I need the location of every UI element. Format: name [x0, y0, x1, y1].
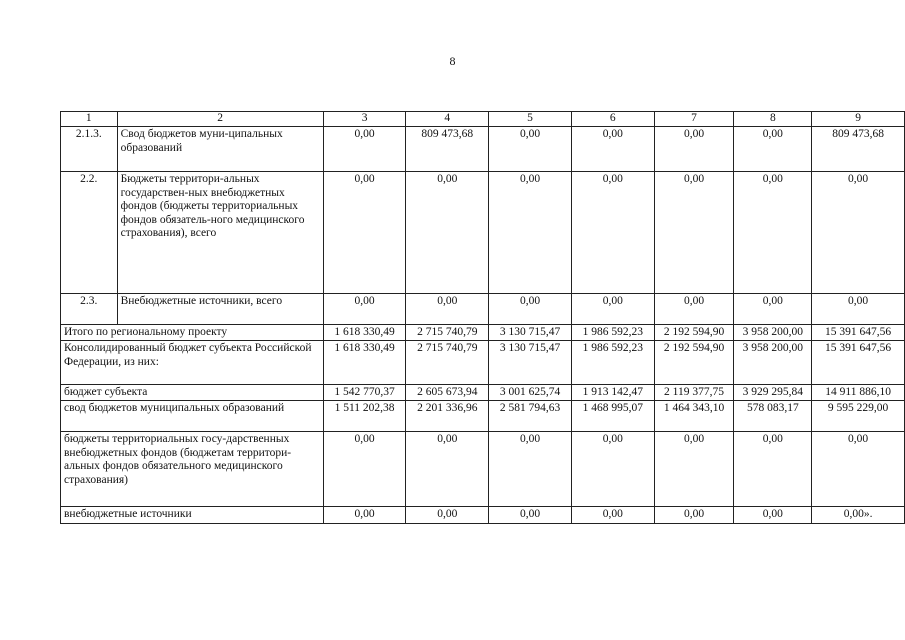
header-cell: 5: [489, 112, 572, 127]
value-cell: 0,00: [734, 127, 812, 172]
value-cell: 1 986 592,23: [571, 341, 654, 385]
table-row: [61, 172, 905, 294]
table-row: [61, 385, 905, 401]
row-label: свод бюджетов муниципальных образований: [61, 401, 324, 432]
value-cell: 0,00: [406, 432, 489, 507]
header-cell: 3: [323, 112, 406, 127]
row-label: Внебюджетные источники, всего: [117, 294, 323, 325]
table-row: [61, 432, 905, 507]
value-cell: 0,00: [734, 507, 812, 524]
value-cell: 1 986 592,23: [571, 325, 654, 341]
value-cell: 0,00: [812, 294, 905, 325]
value-cell: 0,00: [323, 172, 406, 294]
table-header-row: [61, 112, 905, 127]
value-cell: 3 130 715,47: [489, 325, 572, 341]
table-row: [61, 127, 905, 172]
value-cell: 0,00: [734, 432, 812, 507]
value-cell: 1 511 202,38: [323, 401, 406, 432]
value-cell: 3 929 295,84: [734, 385, 812, 401]
value-cell: 0,00: [734, 294, 812, 325]
value-cell: 1 618 330,49: [323, 325, 406, 341]
value-cell: 0,00: [654, 507, 734, 524]
value-cell: 0,00: [323, 127, 406, 172]
value-cell: 2 192 594,90: [654, 341, 734, 385]
budget-table: [60, 111, 905, 524]
row-label: внебюджетные источники: [61, 507, 324, 524]
value-cell: 1 468 995,07: [571, 401, 654, 432]
value-cell: 3 958 200,00: [734, 325, 812, 341]
value-cell: 0,00: [812, 172, 905, 294]
row-code: 2.1.3.: [61, 127, 118, 172]
row-code: 2.2.: [61, 172, 118, 294]
value-cell: 2 715 740,79: [406, 325, 489, 341]
row-label: Свод бюджетов муни-ципальных образований: [117, 127, 323, 172]
value-cell: 3 001 625,74: [489, 385, 572, 401]
value-cell: 0,00: [323, 507, 406, 524]
value-cell: 2 119 377,75: [654, 385, 734, 401]
value-cell: 0,00: [406, 294, 489, 325]
row-label: Итого по региональному проекту: [61, 325, 324, 341]
value-cell: 0,00: [489, 172, 572, 294]
header-cell: 6: [571, 112, 654, 127]
value-cell: 0,00: [489, 507, 572, 524]
header-cell: 7: [654, 112, 734, 127]
table-row: [61, 341, 905, 385]
row-code: 2.3.: [61, 294, 118, 325]
value-cell: 3 958 200,00: [734, 341, 812, 385]
value-cell: 2 715 740,79: [406, 341, 489, 385]
row-label: бюджеты территориальных госу-дарственных внебюджетных фондов (бюджетам территори-альных фондов обязательного медицинского страхования): [61, 432, 324, 507]
value-cell: 14 911 886,10: [812, 385, 905, 401]
value-cell: 0,00: [406, 507, 489, 524]
value-cell: 2 201 336,96: [406, 401, 489, 432]
value-cell: 0,00: [812, 432, 905, 507]
value-cell: 2 581 794,63: [489, 401, 572, 432]
header-cell: 2: [117, 112, 323, 127]
value-cell: 0,00: [489, 127, 572, 172]
value-cell: 0,00: [489, 294, 572, 325]
value-cell: 15 391 647,56: [812, 325, 905, 341]
value-cell: 809 473,68: [406, 127, 489, 172]
value-cell: 578 083,17: [734, 401, 812, 432]
table-row: [61, 507, 905, 524]
table-row: [61, 325, 905, 341]
row-label: Консолидированный бюджет субъекта Российской Федерации, из них:: [61, 341, 324, 385]
table-row: [61, 294, 905, 325]
value-cell: 3 130 715,47: [489, 341, 572, 385]
value-cell: 0,00: [654, 127, 734, 172]
value-cell: 2 605 673,94: [406, 385, 489, 401]
value-cell: 2 192 594,90: [654, 325, 734, 341]
value-cell: 1 618 330,49: [323, 341, 406, 385]
value-cell: 0,00: [734, 172, 812, 294]
header-cell: 4: [406, 112, 489, 127]
value-cell: 809 473,68: [812, 127, 905, 172]
value-cell: 0,00: [571, 172, 654, 294]
row-label: бюджет субъекта: [61, 385, 324, 401]
value-cell: 9 595 229,00: [812, 401, 905, 432]
value-cell: 0,00: [571, 294, 654, 325]
value-cell: 0,00: [654, 172, 734, 294]
header-cell: 9: [812, 112, 905, 127]
value-cell: 0,00: [489, 432, 572, 507]
value-cell: 0,00: [323, 432, 406, 507]
value-cell: 0,00: [571, 432, 654, 507]
value-cell: 0,00».: [812, 507, 905, 524]
value-cell: 0,00: [406, 172, 489, 294]
value-cell: 0,00: [571, 507, 654, 524]
value-cell: 1 542 770,37: [323, 385, 406, 401]
value-cell: 15 391 647,56: [812, 341, 905, 385]
value-cell: 0,00: [571, 127, 654, 172]
header-cell: 8: [734, 112, 812, 127]
value-cell: 0,00: [654, 294, 734, 325]
header-cell: 1: [61, 112, 118, 127]
value-cell: 1 464 343,10: [654, 401, 734, 432]
value-cell: 0,00: [323, 294, 406, 325]
row-label: Бюджеты территори-альных государствен-ных внебюджетных фондов (бюджеты территориальных фондов обязатель-ного медицинского страхования), всего: [117, 172, 323, 294]
value-cell: 1 913 142,47: [571, 385, 654, 401]
value-cell: 0,00: [654, 432, 734, 507]
page-number: 8: [449, 54, 456, 68]
table-row: [61, 401, 905, 432]
